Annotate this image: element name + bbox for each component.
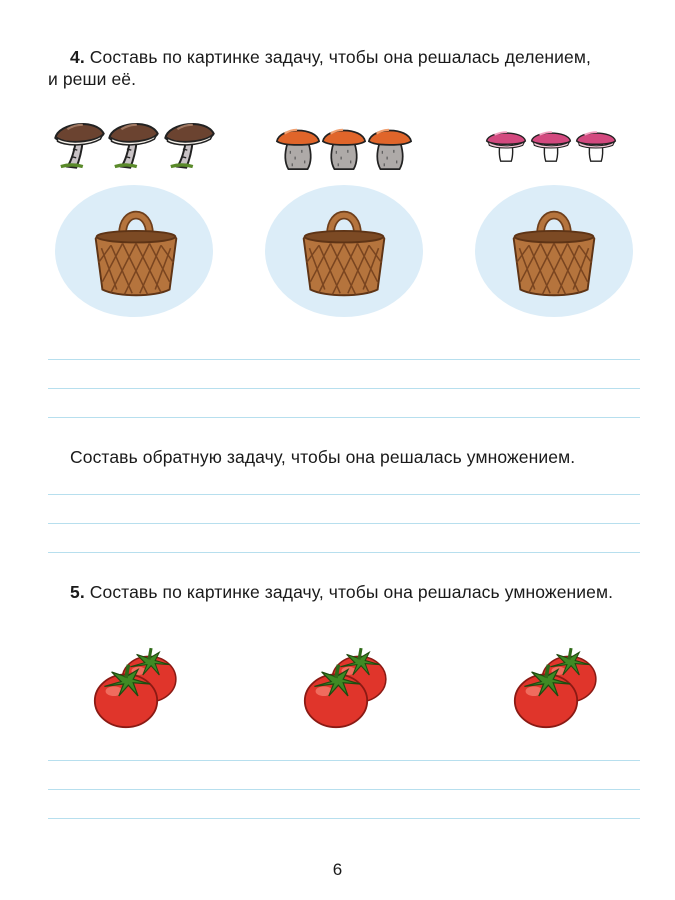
answer-line xyxy=(48,789,640,790)
illustration-group-3 xyxy=(472,110,642,320)
basket-icon xyxy=(88,198,184,308)
task-5-text xyxy=(70,581,613,603)
task-4-text-line-2: и реши её. xyxy=(48,69,137,89)
task-4-number: 4. xyxy=(70,47,85,67)
answer-line xyxy=(48,552,640,553)
task-4-text-line-2-row xyxy=(48,68,136,90)
porcini-mushroom-icon xyxy=(274,118,322,178)
tomato-group-3 xyxy=(508,640,608,735)
answer-line xyxy=(48,417,640,418)
basket-icon xyxy=(296,198,392,308)
tomato-group-2 xyxy=(298,640,398,735)
tomato-icon xyxy=(300,660,372,732)
pink-russula-mushroom-icon xyxy=(529,124,573,172)
task-4-text xyxy=(70,46,645,68)
answer-line xyxy=(48,494,640,495)
tomato-icon xyxy=(90,660,162,732)
brown-cap-mushroom-icon xyxy=(106,116,161,171)
pink-russula-mushroom-icon xyxy=(484,124,528,172)
task-4-text-line-1: Составь по картинке задачу, чтобы она решалась делением, xyxy=(89,47,591,67)
basket-icon xyxy=(506,198,602,308)
illustration-group-2 xyxy=(262,110,432,320)
porcini-mushroom-icon xyxy=(366,118,414,178)
tomato-group-1 xyxy=(88,640,188,735)
answer-line xyxy=(48,760,640,761)
answer-line xyxy=(48,523,640,524)
porcini-mushroom-icon xyxy=(320,118,368,178)
tomato-icon xyxy=(510,660,582,732)
page-number: 6 xyxy=(332,860,343,879)
illustration-group-1 xyxy=(48,110,218,320)
task-5-number: 5. xyxy=(70,582,85,602)
inverse-task-text: Составь обратную задачу, чтобы она решалась умножением. xyxy=(70,447,576,467)
brown-cap-mushroom-icon xyxy=(52,116,107,171)
answer-line xyxy=(48,388,640,389)
answer-line xyxy=(48,818,640,819)
brown-cap-mushroom-icon xyxy=(162,116,217,171)
pink-russula-mushroom-icon xyxy=(574,124,618,172)
answer-line xyxy=(48,359,640,360)
task-5-text-body: Составь по картинке задачу, чтобы она решалась умножением. xyxy=(89,582,614,602)
